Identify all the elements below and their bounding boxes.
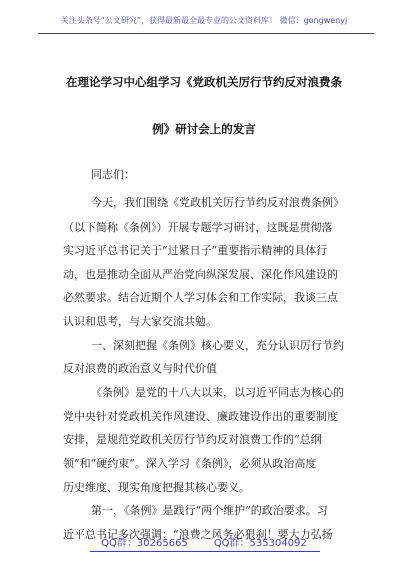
body-line: 党中央针对党政机关作风建设、廉政建设作出的重要制度 (63, 410, 338, 423)
qq-group-2: QQ群：535304092 (213, 538, 307, 549)
body-line: 领”和“硬约束”。深入学习《条例》，必须从政治高度 (63, 457, 317, 470)
body-line: 认识和思考，与大家交流共勉。 (63, 315, 217, 328)
body-line: 安排，是规范党政机关厉行节约反对浪费工作的“总纲 (63, 433, 322, 446)
section-heading-1-cont: 反对浪费的政治意义与时代价值 (63, 362, 217, 375)
body-line: 动，也是推动全面从严治党向纵深发展、深化作风建设的 (63, 268, 338, 281)
footer-divider (90, 551, 320, 552)
body-line: 同志们： (91, 168, 135, 181)
body-line: 必然要求。结合近期个人学习体会和工作实际，我谈三点 (63, 291, 338, 304)
body-line: 实习近平总书记关于“过紧日子”重要指示精神的具体行 (63, 244, 328, 257)
header-note: 关注头条号“公文研究”，获得最新最全最专业的公文资料库！ 微信：gongwenyj (60, 16, 348, 25)
header-divider (38, 33, 374, 34)
body-line: （以下简称《条例》）开展专题学习研讨，这既是贯彻落 (63, 221, 333, 234)
footer-qq-groups (0, 534, 408, 549)
body-line: 今天，我们围绕《党政机关厉行节约反对浪费条例》 (91, 196, 344, 209)
body-line: 近平总书记多次强调：“浪费之风务必狠刹！要大力弘扬 (63, 528, 333, 541)
section-heading-1: 一、深刻把握《条例》核心要义，充分认识厉行节约 (91, 339, 344, 352)
document-title-line-2: 例》研讨会上的发言 (152, 122, 256, 136)
document-title-line-1: 在理论学习中心组学习《党政机关厉行节约反对浪费条 (66, 75, 342, 89)
body-line: 《条例》是党的十八大以来，以习近平同志为核心的 (91, 386, 344, 399)
body-line: 历史维度、现实角度把握其核心要义。 (63, 481, 250, 494)
body-line: 第一，《条例》是践行“两个维护”的政治要求。习 (91, 504, 328, 517)
qq-group-1: QQ群：30265665 (101, 538, 188, 549)
